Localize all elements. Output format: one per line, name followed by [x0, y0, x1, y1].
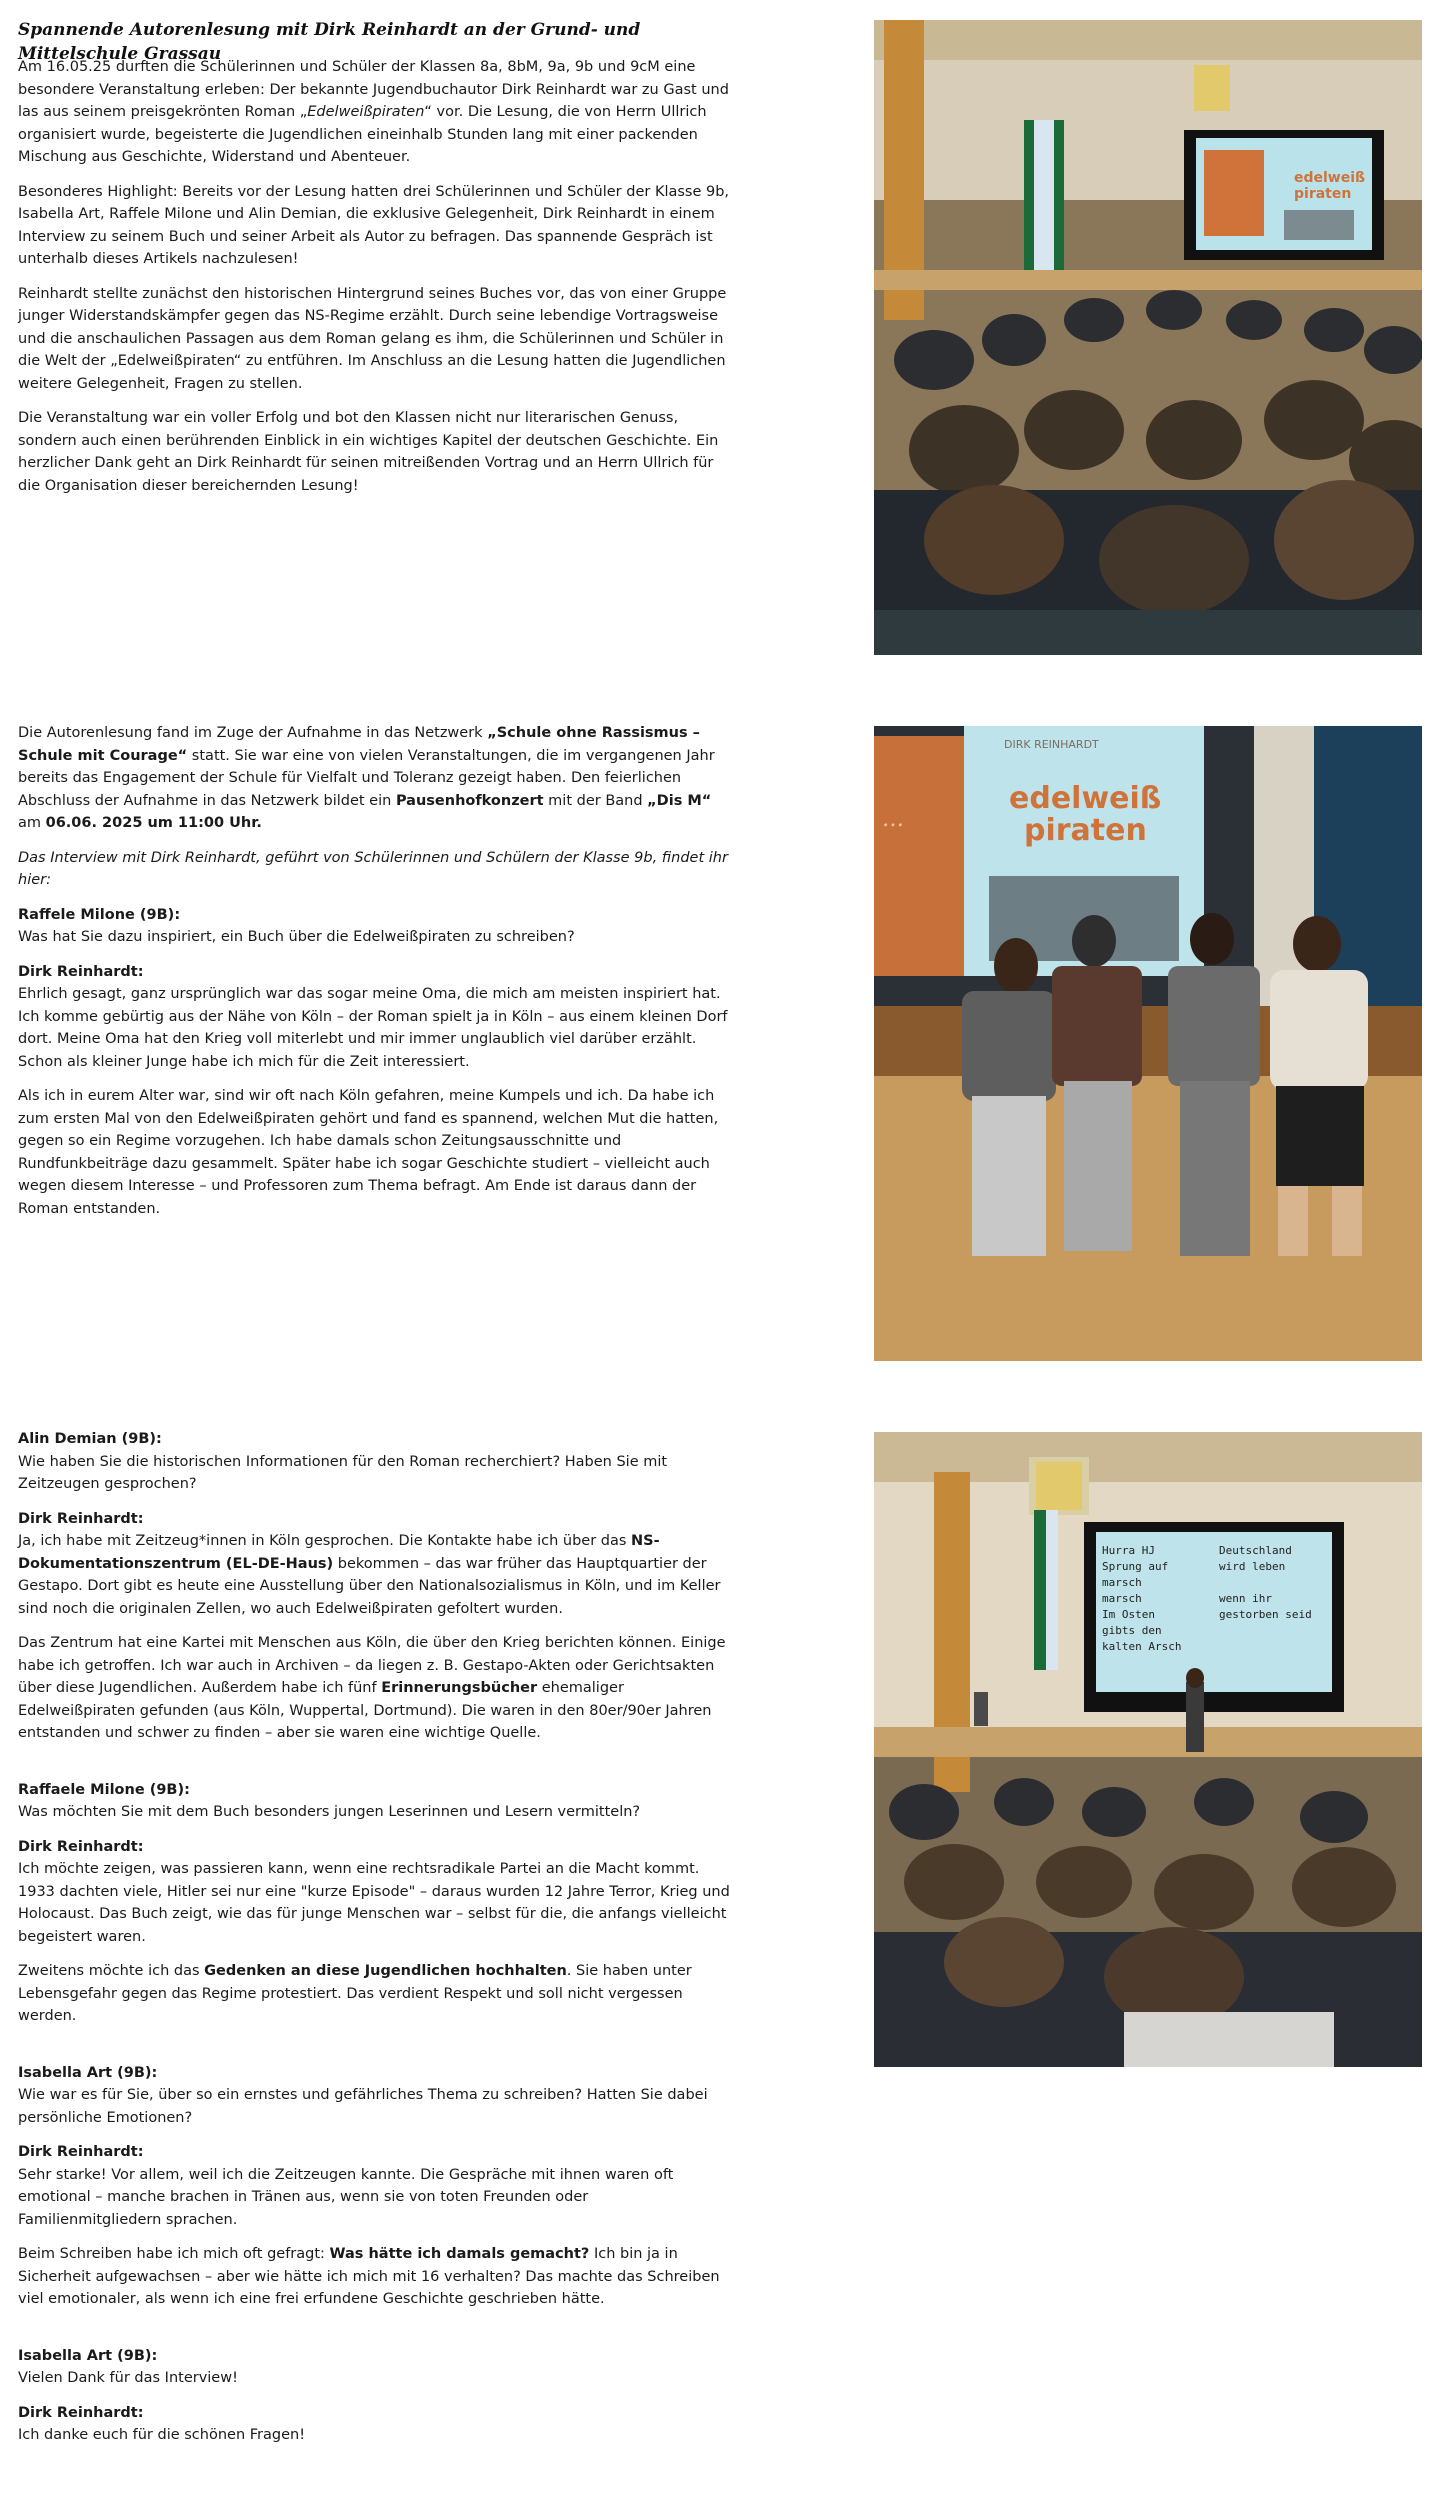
intro-paragraph-3: Reinhardt stellte zunächst den historischen Hintergrund seines Buches vor, das von einer Gruppe junger Widerstandskämpfer gegen das NS-Regime erzählt. Durch seine lebendige Vortragsweise und die anschaulichen Passagen aus dem Roman gelang es ihm, die Schülerinnen und Schüler in die Welt der „Edelweißpiraten“ zu entführen. Im Anschluss an die Lesung hatten die Jugendlichen weitere Gelegenheit, Fragen zu stellen.: [18, 285, 727, 392]
photo-author-presenting: [874, 1432, 1422, 2067]
intro-text: [18, 56, 730, 509]
answer-4-paragraph-2: Beim Schreiben habe ich mich oft gefragt: Was hätte ich damals gemacht? Ich bin ja in Sicherheit aufgewachsen – aber wie hätte ich mich mit 16 verhalten? Das machte das Schreiben viel emotionaler, als wenn ich eine frei erfundene Geschichte geschrieben hätte.: [18, 2246, 720, 2307]
intro-paragraph-4: Die Veranstaltung war ein voller Erfolg und bot den Klassen nicht nur literarischen Genuss, sondern auch einen berührenden Einblick in ein wichtiges Kapitel der deutschen Geschichte. Ein herzlicher Dank geht an Dirk Reinhardt für seinen mitreißenden Vortrag und an Herrn Ullrich für die Organisation dieser bereichernden Lesung!: [18, 410, 719, 494]
answer-4: [18, 2141, 730, 2231]
article-title: Spannende Autorenlesung mit Dirk Reinhardt an der Grund- und Mittelschule Grassau: [18, 20, 641, 64]
question-4: [18, 2062, 730, 2130]
section-2-text: [18, 722, 730, 1232]
answer-5-speaker: Dirk Reinhardt:: [18, 2404, 144, 2421]
answer-1-paragraph-2: Als ich in eurem Alter war, sind wir oft nach Köln gefahren, meine Kumpels und ich. Da habe ich zum ersten Mal von den Edelweißpiraten gehört und fand es spannend, welchen Mut die hatten, gegen so ein Regime vorzugehen. Ich habe damals schon Zeitungsausschnitte und Rundfunkbeiträge dazu gesammelt. Später habe ich sogar Geschichte studiert – vielleicht auch wegen diesem Interesse – und Professoren zum Thema befragt. Am Ende ist daraus dann der Roman entstanden.: [18, 1088, 719, 1217]
slide-side-text: …: [882, 807, 904, 832]
question-1-speaker: Raffele Milone (9B):: [18, 906, 181, 923]
question-5-speaker: Isabella Art (9B):: [18, 2347, 158, 2364]
question-2: [18, 1428, 730, 1496]
slide-title-1: edelweiß: [1294, 170, 1366, 186]
book-title-1: edelweiß: [1009, 781, 1162, 816]
photo-audience-reading: [874, 20, 1422, 655]
question-4-speaker: Isabella Art (9B):: [18, 2064, 158, 2081]
section-3-text: [18, 1428, 730, 2459]
answer-5-text: Ich danke euch für die schönen Fragen!: [18, 2427, 306, 2443]
question-5-text: Vielen Dank für das Interview!: [18, 2370, 238, 2386]
question-3-speaker: Raffaele Milone (9B):: [18, 1781, 190, 1798]
answer-2-speaker: Dirk Reinhardt:: [18, 1510, 144, 1527]
network-paragraph: Die Autorenlesung fand im Zuge der Aufnahme in das Netzwerk „Schule ohne Rassismus – Schule mit Courage“ statt. Sie war eine von vielen Veranstaltungen, die im vergangenen Jahr bereits das Engagement der Schule für Vielfalt und Toleranz gezeigt haben. Den feierlichen Abschluss der Aufnahme in das Netzwerk bildet ein Pausenhofkonzert mit der Band „Dis M“ am 06.06. 2025 um 11:00 Uhr.: [18, 725, 715, 831]
slide-right-text: Deutschland wird leben wenn ihr gestorben seid: [1219, 1544, 1312, 1621]
slide-title-2: piraten: [1294, 186, 1352, 202]
answer-5: [18, 2402, 730, 2447]
answer-2-text: Ja, ich habe mit Zeitzeug*innen in Köln gesprochen. Die Kontakte habe ich über das NS-Dokumentationszentrum (EL-DE-Haus) bekommen – das war früher das Hauptquartier der Gestapo. Dort gibt es heute eine Ausstellung über den Nationalsozialismus in Köln, und im Keller sind noch die originalen Zellen, wo auch Edelweißpiraten gefoltert wurden.: [18, 1533, 721, 1617]
answer-1: [18, 961, 730, 1074]
question-1-text: Was hat Sie dazu inspiriert, ein Buch über die Edelweißpiraten zu schreiben?: [18, 929, 575, 945]
answer-3: [18, 1836, 730, 1949]
question-3: [18, 1779, 730, 1824]
answer-3-paragraph-2: Zweitens möchte ich das Gedenken an diese Jugendlichen hochhalten. Sie haben unter Lebensgefahr gegen das Regime protestiert. Das verdient Respekt und soll nicht vergessen werden.: [18, 1963, 692, 2024]
book-author: DIRK REINHARDT: [1004, 738, 1099, 751]
answer-1-speaker: Dirk Reinhardt:: [18, 963, 144, 980]
answer-1-text: Ehrlich gesagt, ganz ursprünglich war das sogar meine Oma, die mich am meisten inspiriert hat. Ich komme gebürtig aus der Nähe von Köln – der Roman spielt ja in Köln – aus einem kleinen Dorf dort. Meine Oma hat den Krieg voll miterlebt und mir immer unglaublich viel darüber erzählt. Schon als kleiner Junge habe ich mich für die Zeit interessiert.: [18, 986, 728, 1070]
answer-3-speaker: Dirk Reinhardt:: [18, 1838, 144, 1855]
intro-paragraph-2: Besonderes Highlight: Bereits vor der Lesung hatten drei Schülerinnen und Schüler der Klasse 9b, Isabella Art, Raffele Milone und Alin Demian, die exklusive Gelegenheit, Dirk Reinhardt in einem Interview zu seinem Buch und seiner Arbeit als Autor zu befragen. Das spannende Gespräch ist unterhalb dieses Artikels nachzulesen!: [18, 183, 730, 267]
interview-intro: Das Interview mit Dirk Reinhardt, geführt von Schülerinnen und Schülern der Klasse 9b, findet ihr hier:: [18, 849, 728, 888]
answer-3-text: Ich möchte zeigen, was passieren kann, wenn eine rechtsradikale Partei an die Macht kommt. 1933 dachten viele, Hitler sei nur eine "kurze Episode" – daraus wurden 12 Jahre Terror, Krieg und Holocaust. Das Buch zeigt, wie das für junge Menschen war – selbst für die, die anfangs vielleicht begeistert waren.: [18, 1861, 730, 1945]
question-3-text: Was möchten Sie mit dem Buch besonders jungen Leserinnen und Lesern vermitteln?: [18, 1804, 641, 1820]
photo-author-with-students: [874, 726, 1422, 1361]
question-5: [18, 2345, 730, 2390]
question-1: [18, 904, 730, 949]
intro-paragraph-1: Am 16.05.25 durften die Schülerinnen und Schüler der Klassen 8a, 8bM, 9a, 9b und 9cM eine besondere Veranstaltung erleben: Der bekannte Jugendbuchautor Dirk Reinhardt war zu Gast und las aus seinem preisgekrönten Roman „Edelweißpiraten“ vor. Die Lesung, die von Herrn Ullrich organisiert wurde, begeisterte die Jugendlichen eineinhalb Stunden lang mit einer packenden Mischung aus Geschichte, Widerstand und Abenteuer.: [18, 59, 729, 165]
answer-2-paragraph-2: Das Zentrum hat eine Kartei mit Menschen aus Köln, die über den Krieg berichten können. Einige habe ich getroffen. Ich war auch in Archiven – da liegen z. B. Gestapo-Akten oder Gerichtsakten über diese Jugendlichen. Außerdem habe ich fünf Erinnerungsbücher ehemaliger Edelweißpiraten gefunden (aus Köln, Wuppertal, Dortmund). Die waren in den 80er/90er Jahren entstanden und schwer zu finden – aber sie waren eine wichtige Quelle.: [18, 1635, 726, 1741]
question-4-text: Wie war es für Sie, über so ein ernstes und gefährliches Thema zu schreiben? Hatten Sie dabei persönliche Emotionen?: [18, 2087, 708, 2126]
answer-4-speaker: Dirk Reinhardt:: [18, 2144, 144, 2160]
question-2-speaker: Alin Demian (9B):: [18, 1431, 162, 1447]
question-2-text: Wie haben Sie die historischen Informationen für den Roman recherchiert? Haben Sie mit Zeitzeugen gesprochen?: [18, 1453, 668, 1492]
answer-2: [18, 1508, 730, 1621]
slide-left-text: Hurra HJ Sprung auf marsch marsch Im Osten gibts den kalten Arsch: [1102, 1544, 1182, 1653]
answer-4-text: Sehr starke! Vor allem, weil ich die Zeitzeugen kannte. Die Gespräche mit ihnen waren oft emotional – manche brachen in Tränen aus, wenn sie von toten Freunden oder Familienmitgliedern sprachen.: [18, 2166, 674, 2228]
book-title-2: piraten: [1024, 813, 1147, 848]
